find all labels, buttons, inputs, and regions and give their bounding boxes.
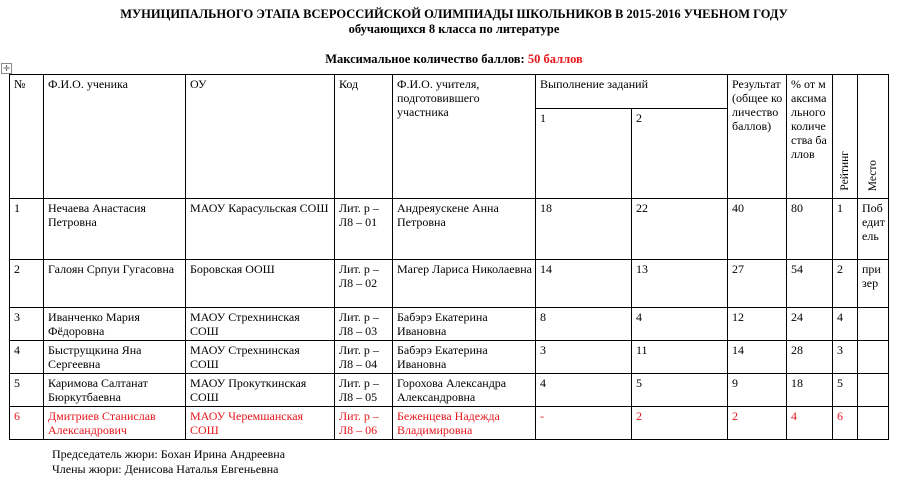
cell-rating: 5 <box>833 374 858 407</box>
cell-num: 1 <box>10 199 44 260</box>
header-code: Код <box>335 75 393 199</box>
document-title: МУНИЦИПАЛЬНОГО ЭТАПА ВСЕРОССИЙСКОЙ ОЛИМПИАДЫ ШКОЛЬНИКОВ В 2015-2016 УЧЕБНОМ ГОДУ <box>120 7 788 21</box>
max-score-line <box>0 52 908 67</box>
header-num: № <box>10 75 44 199</box>
table-row <box>10 199 889 260</box>
cell-task-1: 3 <box>536 341 632 374</box>
cell-teacher: Беженцева Надежда Владимировна <box>393 407 536 440</box>
cell-student: Галоян Српуи Гугасовна <box>44 260 186 308</box>
cell-student: Иванченко Мария Фёдоровна <box>44 308 186 341</box>
cell-code: Лит. р – Л8 – 06 <box>335 407 393 440</box>
table-row <box>10 341 889 374</box>
cell-teacher: Андреяускене Анна Петровна <box>393 199 536 260</box>
cell-place <box>858 308 889 341</box>
cell-code: Лит. р – Л8 – 01 <box>335 199 393 260</box>
cell-teacher: Магер Лариса Николаевна <box>393 260 536 308</box>
cell-place <box>858 341 889 374</box>
cell-school: Боровская ООШ <box>186 260 335 308</box>
cell-task-2: 13 <box>632 260 728 308</box>
cell-num: 4 <box>10 341 44 374</box>
cell-place <box>858 374 889 407</box>
cell-task-2: 2 <box>632 407 728 440</box>
header-task-1: 1 <box>536 109 632 199</box>
document-subtitle: обучающихся 8 класса по литературе <box>348 22 560 36</box>
cell-rating: 6 <box>833 407 858 440</box>
cell-student: Каримова Салтанат Бюркутбаевна <box>44 374 186 407</box>
cell-result: 27 <box>728 260 787 308</box>
table-row <box>10 374 889 407</box>
header-result: Результат (общее количество баллов) <box>728 75 787 199</box>
cell-percent: 18 <box>787 374 833 407</box>
cell-num: 6 <box>10 407 44 440</box>
cell-school: МАОУ Стрехнинская СОШ <box>186 341 335 374</box>
cell-code: Лит. р – Л8 – 04 <box>335 341 393 374</box>
header-tasks: Выполнение заданий <box>536 75 728 109</box>
max-score-value: 50 баллов <box>527 52 583 66</box>
cell-result: 2 <box>728 407 787 440</box>
max-score-label: Максимальное количество баллов: <box>325 52 528 66</box>
header-place <box>858 75 889 199</box>
cell-teacher: Бабэрэ Екатерина Ивановна <box>393 341 536 374</box>
cell-percent: 24 <box>787 308 833 341</box>
cell-task-1: 18 <box>536 199 632 260</box>
cell-school: МАОУ Черемшанская СОШ <box>186 407 335 440</box>
table-row <box>10 308 889 341</box>
header-school: ОУ <box>186 75 335 199</box>
header-rating-text: Рейтинг <box>839 151 851 191</box>
cell-percent: 28 <box>787 341 833 374</box>
jury-chair: Председатель жюри: Бохан Ирина Андреевна <box>52 447 286 461</box>
cell-num: 5 <box>10 374 44 407</box>
cell-result: 14 <box>728 341 787 374</box>
cell-rating: 2 <box>833 260 858 308</box>
cell-result: 40 <box>728 199 787 260</box>
cell-task-1: 14 <box>536 260 632 308</box>
header-row <box>10 75 889 109</box>
cell-student: Быструщкина Яна Сергеевна <box>44 341 186 374</box>
cell-task-1: - <box>536 407 632 440</box>
cell-school: МАОУ Карасульская СОШ <box>186 199 335 260</box>
cell-place <box>858 407 889 440</box>
cell-task-2: 22 <box>632 199 728 260</box>
cell-result: 12 <box>728 308 787 341</box>
header-teacher: Ф.И.О. учителя, подготовившего участника <box>393 75 536 199</box>
cell-rating: 1 <box>833 199 858 260</box>
cell-place: призер <box>858 260 889 308</box>
jury-members: Члены жюри: Денисова Наталья Евгеньевна <box>52 462 279 476</box>
cell-code: Лит. р – Л8 – 05 <box>335 374 393 407</box>
table-row <box>10 260 889 308</box>
table-body <box>10 199 889 440</box>
cell-num: 3 <box>10 308 44 341</box>
cell-task-2: 4 <box>632 308 728 341</box>
cell-task-2: 5 <box>632 374 728 407</box>
header-rating <box>833 75 858 199</box>
cell-student: Дмитриев Станислав Александрович <box>44 407 186 440</box>
cell-code: Лит. р – Л8 – 03 <box>335 308 393 341</box>
header-place-text: Место <box>867 159 879 191</box>
cell-task-1: 4 <box>536 374 632 407</box>
cell-school: МАОУ Прокуткинская СОШ <box>186 374 335 407</box>
header-task-2: 2 <box>632 109 728 199</box>
results-table <box>9 74 889 440</box>
cell-percent: 54 <box>787 260 833 308</box>
cell-rating: 3 <box>833 341 858 374</box>
move-handle-icon[interactable]: ✛ <box>1 63 12 74</box>
cell-result: 9 <box>728 374 787 407</box>
table-row <box>10 407 889 440</box>
cell-school: МАОУ Стрехнинская СОШ <box>186 308 335 341</box>
cell-student: Нечаева Анастасия Петровна <box>44 199 186 260</box>
cell-percent: 4 <box>787 407 833 440</box>
header-student: Ф.И.О. ученика <box>44 75 186 199</box>
cell-teacher: Горохова Александра Александровна <box>393 374 536 407</box>
cell-task-1: 8 <box>536 308 632 341</box>
cell-percent: 80 <box>787 199 833 260</box>
cell-num: 2 <box>10 260 44 308</box>
cell-task-2: 11 <box>632 341 728 374</box>
cell-rating: 4 <box>833 308 858 341</box>
cell-teacher: Бабэрэ Екатерина Ивановна <box>393 308 536 341</box>
cell-code: Лит. р – Л8 – 02 <box>335 260 393 308</box>
cell-place: Победитель <box>858 199 889 260</box>
header-percent: % от максимального количества баллов <box>787 75 833 199</box>
